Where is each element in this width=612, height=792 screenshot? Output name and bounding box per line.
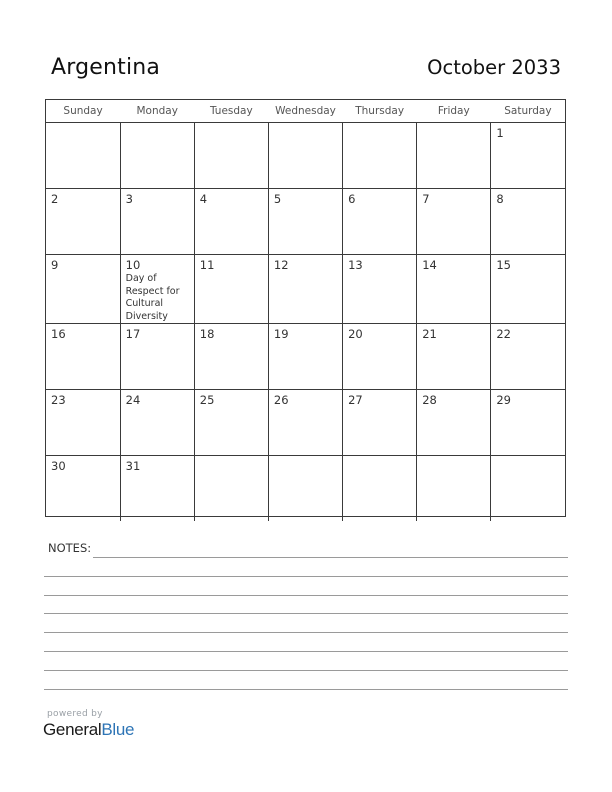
calendar-grid: [45, 99, 566, 517]
day-number: 4: [199, 192, 208, 206]
day-cell: [120, 456, 194, 522]
day-cell: [46, 390, 120, 456]
weekday-header: Thursday: [343, 100, 417, 123]
day-cell: [268, 189, 342, 255]
day-number: [269, 456, 342, 459]
day-cell: [268, 390, 342, 456]
weekday-header: Monday: [120, 100, 194, 123]
brand-logo-blue: Blue: [101, 720, 135, 739]
day-number: [343, 456, 416, 459]
day-cell: [491, 123, 565, 189]
day-cell: [343, 324, 417, 390]
day-cell: [343, 189, 417, 255]
day-number: 13: [348, 258, 363, 272]
day-number: [269, 123, 342, 126]
brand-logo-general: General: [43, 720, 102, 739]
day-cell: [417, 123, 491, 189]
brand-logo: [43, 720, 134, 740]
day-cell: [343, 255, 417, 324]
day-cell: [268, 456, 342, 522]
day-number: [491, 456, 565, 459]
week-row: [46, 123, 565, 189]
day-cell: [491, 324, 565, 390]
day-number: 23: [51, 393, 66, 407]
day-number: 22: [496, 327, 511, 341]
week-row: [46, 324, 565, 390]
day-number: 1: [496, 126, 504, 140]
day-cell: [120, 390, 194, 456]
day-number: [417, 123, 490, 126]
day-number: 11: [199, 258, 215, 272]
day-number: 14: [422, 258, 437, 272]
day-number: 7: [422, 192, 430, 206]
day-cell: [46, 255, 120, 324]
day-cell: [120, 189, 194, 255]
day-cell: [268, 324, 342, 390]
day-cell: [46, 324, 120, 390]
day-number: 26: [273, 393, 289, 407]
weekday-header: Tuesday: [194, 100, 268, 123]
day-number: 5: [273, 192, 282, 206]
day-cell: [343, 390, 417, 456]
week-row: [46, 456, 565, 522]
notes-line: [44, 613, 568, 614]
day-cell: [417, 456, 491, 522]
day-cell: [194, 255, 268, 324]
day-cell: [120, 123, 194, 189]
day-number: 10: [125, 258, 141, 272]
notes-line: [44, 632, 568, 633]
day-number: 21: [422, 327, 437, 341]
day-number: 24: [125, 393, 141, 407]
day-number: [121, 123, 194, 126]
weekday-header: Friday: [417, 100, 491, 123]
day-number: [195, 123, 268, 126]
day-cell: [343, 123, 417, 189]
day-number: 3: [125, 192, 133, 206]
notes-line: [44, 689, 568, 690]
day-number: 27: [348, 393, 363, 407]
day-cell: [417, 390, 491, 456]
day-number: 28: [422, 393, 437, 407]
week-row: [46, 390, 565, 456]
day-number: 31: [125, 459, 141, 473]
notes-line: [93, 557, 568, 558]
calendar-table: [46, 100, 565, 521]
day-cell: [491, 255, 565, 324]
day-cell: [491, 390, 565, 456]
day-cell: [194, 123, 268, 189]
day-number: [46, 123, 120, 126]
day-number: [195, 456, 268, 459]
day-number: 9: [51, 258, 59, 272]
day-cell: [268, 255, 342, 324]
day-number: 6: [348, 192, 356, 206]
notes-line: [44, 576, 568, 577]
day-number: 30: [51, 459, 66, 473]
day-cell: [46, 456, 120, 522]
day-number: 8: [496, 192, 504, 206]
week-row: [46, 255, 565, 324]
day-cell: [46, 123, 120, 189]
day-number: [343, 123, 416, 126]
weekday-header: Saturday: [491, 100, 565, 123]
day-cell: [417, 189, 491, 255]
day-number: 15: [496, 258, 511, 272]
day-cell: [343, 456, 417, 522]
day-number: 2: [51, 192, 59, 206]
notes-label: NOTES:: [48, 541, 92, 555]
day-cell: [268, 123, 342, 189]
day-cell: [120, 324, 194, 390]
powered-by-label: powered by: [47, 709, 103, 719]
day-cell: [194, 189, 268, 255]
notes-line: [44, 670, 568, 671]
day-number: 18: [199, 327, 215, 341]
day-cell: [194, 390, 268, 456]
notes-line: [44, 651, 568, 652]
month-year-title: October 2033: [427, 56, 561, 79]
weekday-header: Sunday: [46, 100, 120, 123]
country-title: Argentina: [51, 55, 161, 80]
day-cell: [194, 324, 268, 390]
day-number: 25: [199, 393, 215, 407]
notes-line: [44, 595, 568, 596]
day-number: 20: [348, 327, 363, 341]
holiday-label: Day of Respect for Cultural Diversity: [125, 273, 180, 322]
day-number: 19: [273, 327, 289, 341]
day-cell: [417, 324, 491, 390]
day-cell: [491, 456, 565, 522]
day-cell-holiday: [120, 255, 194, 324]
day-number: 16: [51, 327, 66, 341]
day-number: 17: [125, 327, 141, 341]
week-row: [46, 189, 565, 255]
day-number: [417, 456, 490, 459]
day-number: 29: [496, 393, 511, 407]
weekday-header: Wednesday: [268, 100, 342, 123]
day-cell: [194, 456, 268, 522]
day-cell: [417, 255, 491, 324]
day-cell: [46, 189, 120, 255]
weekday-header-row: [46, 100, 565, 123]
day-number: 12: [273, 258, 289, 272]
day-cell: [491, 189, 565, 255]
